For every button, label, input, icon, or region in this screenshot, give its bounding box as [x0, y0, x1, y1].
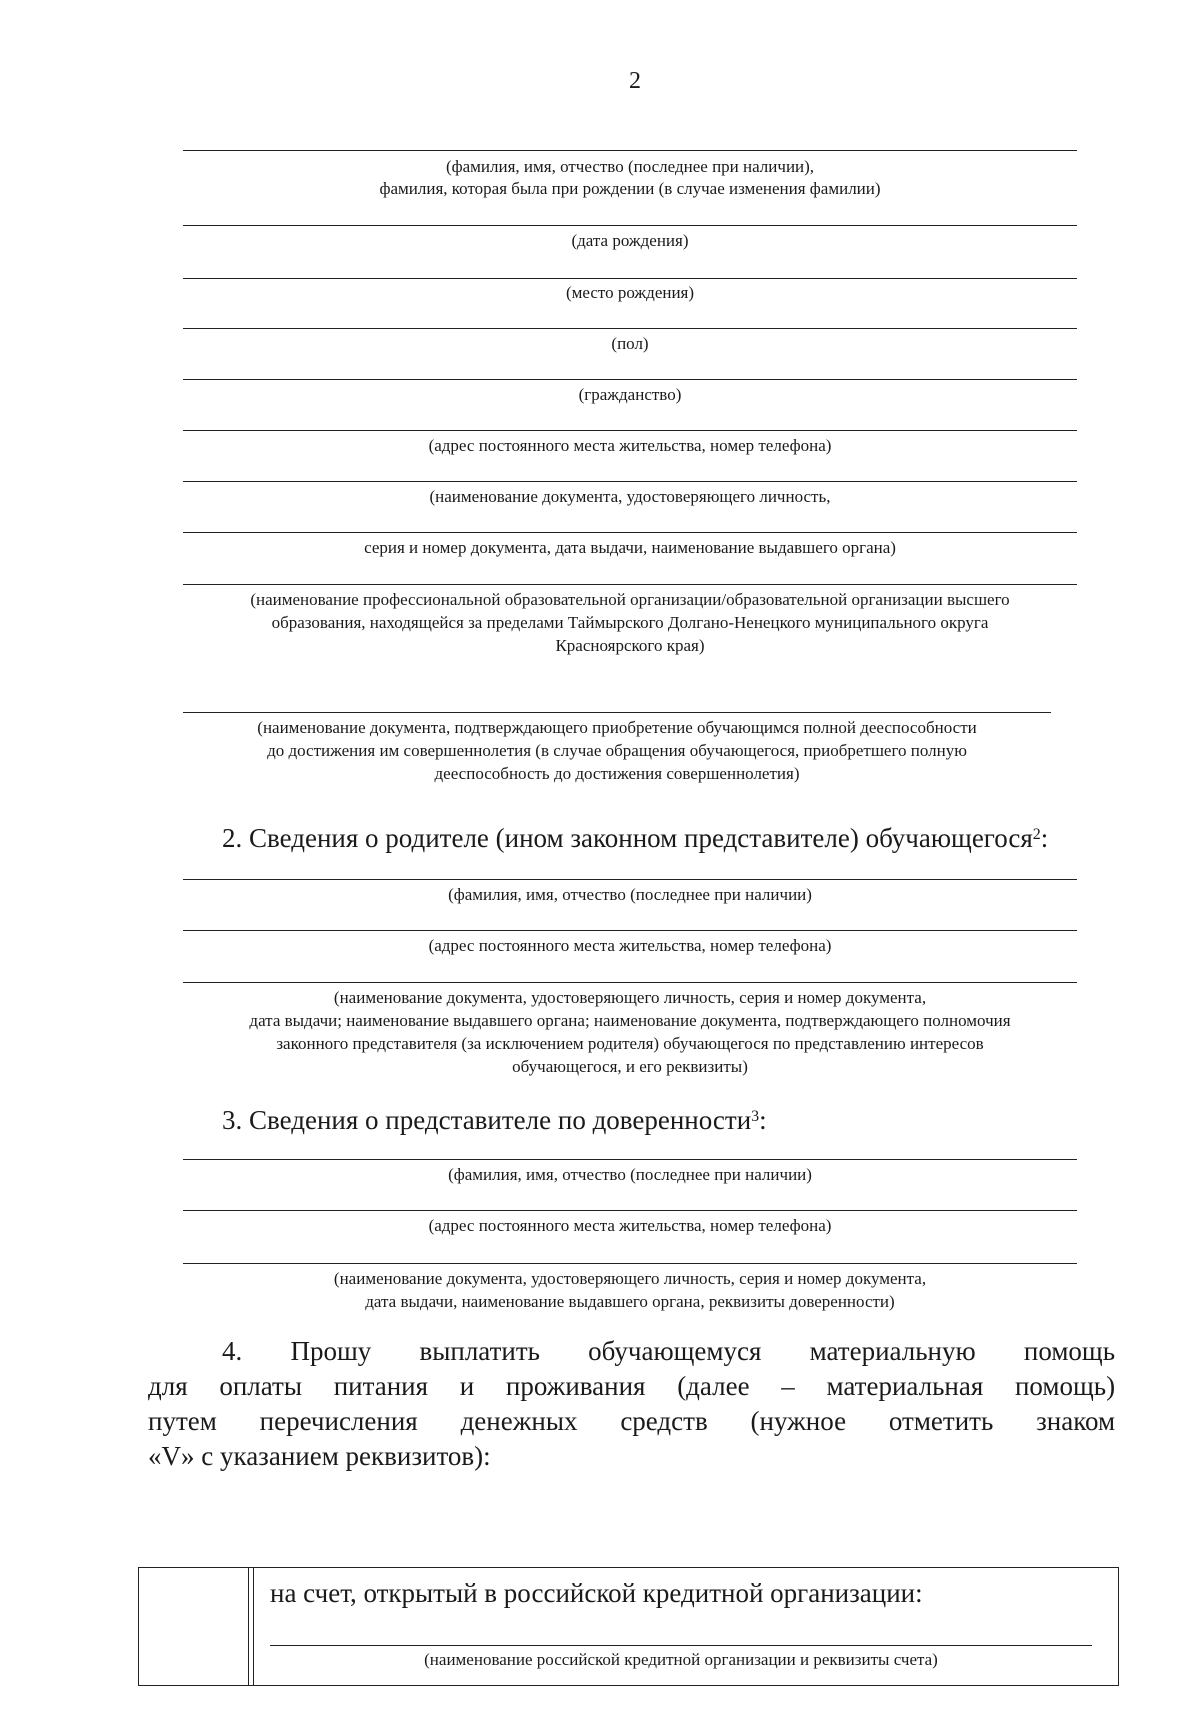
request-line-2 [148, 1369, 1115, 1404]
student-full-name-caption-2: фамилия, которая была при рождении (в случае изменения фамилии) [379, 179, 881, 198]
citizenship-caption: (гражданство) [578, 385, 682, 404]
request-line-1 [148, 1334, 1115, 1369]
request-word: отметить [888, 1406, 994, 1436]
payment-option-bank-account [138, 1567, 1119, 1686]
sex-line[interactable] [183, 328, 1077, 329]
request-word: средств [620, 1406, 708, 1436]
parent-section-footnote: 2 [1032, 826, 1041, 843]
request-line-4 [148, 1439, 1115, 1474]
student-id-document-caption: (наименование документа, удостоверяющего личность, [429, 487, 831, 506]
request-word: выплатить [419, 1336, 540, 1366]
request-word: путем [148, 1406, 217, 1436]
sex-caption: (пол) [611, 334, 649, 353]
parent-document-caption-2: дата выдачи; наименование выдавшего органа; наименование документа, подтверждающего полномочия [249, 1011, 1011, 1030]
request-word: помощь [1023, 1336, 1116, 1366]
request-word: и [459, 1371, 475, 1401]
parent-address-line[interactable] [183, 930, 1077, 931]
bank-details-line[interactable] [270, 1645, 1092, 1646]
bank-account-label: на счет, открытый в российской кредитной организации: [270, 1578, 923, 1608]
proxy-full-name-line[interactable] [183, 1159, 1077, 1160]
capacity-document-caption-2: до достижения им совершеннолетия (в случае обращения обучающегося, приобретшего полную [267, 741, 967, 760]
request-line-3 [148, 1404, 1115, 1439]
capacity-document-caption-1: (наименование документа, подтверждающего приобретение обучающимся полной дееспособности [257, 718, 977, 737]
request-word: «V» с указанием реквизитов): [148, 1441, 491, 1471]
proxy-document-line[interactable] [183, 1263, 1077, 1264]
parent-full-name-line[interactable] [183, 879, 1077, 880]
proxy-document-caption-2: дата выдачи, наименование выдавшего органа, реквизиты доверенности) [365, 1292, 895, 1311]
student-id-details-caption: серия и номер документа, дата выдачи, наименование выдавшего органа) [364, 538, 896, 557]
parent-section-heading-suffix: : [1040, 823, 1049, 853]
capacity-document-caption-3: дееспособность до достижения совершеннолетия) [434, 764, 800, 783]
parent-document-caption-3: законного представителя (за исключением родителя) обучающегося по представлению интересов [276, 1034, 984, 1053]
request-word: 4. [222, 1336, 243, 1366]
capacity-document-line[interactable] [183, 712, 1051, 713]
birth-place-line[interactable] [183, 278, 1077, 279]
bank-account-checkbox[interactable] [139, 1568, 249, 1685]
parent-document-caption-1: (наименование документа, удостоверяющего личность, серия и номер документа, [333, 988, 927, 1007]
student-address-caption: (адрес постоянного места жительства, номер телефона) [428, 436, 832, 455]
request-word: обучающемуся [588, 1336, 762, 1366]
student-id-document-line[interactable] [183, 481, 1077, 482]
request-word: – [781, 1371, 795, 1401]
parent-address-caption: (адрес постоянного места жительства, номер телефона) [428, 936, 832, 955]
request-word: денежных [460, 1406, 578, 1436]
parent-document-caption-4: обучающегося, и его реквизиты) [512, 1057, 748, 1076]
request-word: питания [333, 1371, 429, 1401]
request-word: перечисления [259, 1406, 418, 1436]
birth-date-caption: (дата рождения) [571, 231, 689, 250]
proxy-document-caption-1: (наименование документа, удостоверяющего личность, серия и номер документа, [333, 1269, 927, 1288]
request-word: знаком [1036, 1406, 1116, 1436]
birth-place-caption: (место рождения) [565, 283, 695, 302]
citizenship-line[interactable] [183, 379, 1077, 380]
proxy-address-caption: (адрес постоянного места жительства, номер телефона) [428, 1216, 832, 1235]
request-word: (нужное [750, 1406, 847, 1436]
education-org-caption-2: образования, находящейся за пределами Таймырского Долгано-Ненецкого муниципального округа [271, 613, 989, 632]
student-address-line[interactable] [183, 430, 1077, 431]
request-word: проживания [505, 1371, 646, 1401]
request-word: Прошу [290, 1336, 372, 1366]
request-word: оплаты [219, 1371, 302, 1401]
proxy-section-footnote: 3 [751, 1108, 760, 1125]
education-org-caption-1: (наименование профессиональной образовательной организации/образовательной организации высшего [250, 590, 1010, 609]
parent-document-line[interactable] [183, 982, 1077, 983]
education-org-line[interactable] [183, 584, 1077, 585]
student-full-name-line[interactable] [183, 150, 1077, 151]
parent-section-heading-text: 2. Сведения о родителе (ином законном представителе) обучающегося [222, 823, 1033, 853]
proxy-section-heading-text: 3. Сведения о представителе по доверенности [222, 1105, 752, 1135]
birth-date-line[interactable] [183, 225, 1077, 226]
proxy-section-heading-suffix: : [759, 1105, 767, 1135]
proxy-section-heading [222, 1103, 767, 1137]
request-word: для [148, 1371, 188, 1401]
parent-full-name-caption: (фамилия, имя, отчество (последнее при наличии) [448, 885, 812, 904]
request-word: материальную [809, 1336, 976, 1366]
bank-account-details-cell [253, 1568, 1118, 1685]
proxy-full-name-caption: (фамилия, имя, отчество (последнее при наличии) [448, 1165, 812, 1184]
proxy-address-line[interactable] [183, 1210, 1077, 1211]
parent-section-heading [222, 821, 1048, 855]
page-number: 2 [629, 68, 641, 94]
bank-details-caption: (наименование российской кредитной организации и реквизиты счета) [424, 1650, 938, 1669]
student-full-name-caption-1: (фамилия, имя, отчество (последнее при наличии), [445, 157, 815, 176]
request-word: материальная [826, 1371, 984, 1401]
request-word: (далее [677, 1371, 750, 1401]
education-org-caption-3: Красноярского края) [555, 636, 705, 655]
request-paragraph [148, 1334, 1115, 1474]
request-word: помощь) [1014, 1371, 1116, 1401]
student-id-details-line[interactable] [183, 532, 1077, 533]
